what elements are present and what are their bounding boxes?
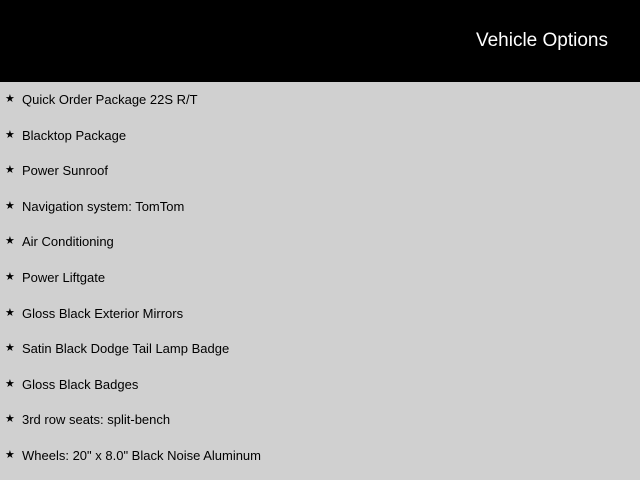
option-label: Blacktop Package (22, 127, 127, 143)
list-item (0, 367, 640, 403)
header-bar (0, 0, 640, 82)
option-label: 3rd row seats: split-bench (22, 412, 171, 428)
list-item (0, 118, 640, 154)
option-label: Satin Black Dodge Tail Lamp Badge (22, 341, 230, 357)
star-icon: ★ (5, 270, 15, 283)
star-icon: ★ (5, 164, 15, 177)
list-item (0, 224, 640, 260)
star-icon: ★ (5, 413, 15, 426)
option-label: Air Conditioning (22, 234, 114, 250)
list-item (0, 153, 640, 189)
option-label: Power Sunroof (22, 163, 108, 179)
list-item (0, 189, 640, 225)
list-item (0, 331, 640, 367)
option-label: Quick Order Package 22S R/T (22, 92, 198, 107)
option-label: Gloss Black Badges (22, 376, 139, 392)
star-icon: ★ (5, 235, 15, 248)
options-list (0, 82, 640, 474)
option-label: Power Liftgate (22, 269, 106, 285)
list-item (0, 438, 640, 474)
list-item (0, 296, 640, 332)
list-item (0, 82, 640, 118)
list-item (0, 402, 640, 438)
list-item (0, 260, 640, 296)
star-icon: ★ (5, 377, 15, 390)
page-title: Vehicle Options (475, 30, 608, 51)
star-icon: ★ (5, 342, 15, 355)
star-icon: ★ (5, 306, 15, 319)
option-label: Wheels: 20" x 8.0" Black Noise Aluminum (22, 447, 261, 463)
star-icon: ★ (5, 199, 15, 212)
star-icon: ★ (5, 448, 15, 461)
star-icon: ★ (5, 93, 15, 105)
option-label: Navigation system: TomTom (22, 198, 185, 214)
star-icon: ★ (5, 128, 15, 141)
option-label: Gloss Black Exterior Mirrors (22, 305, 184, 321)
